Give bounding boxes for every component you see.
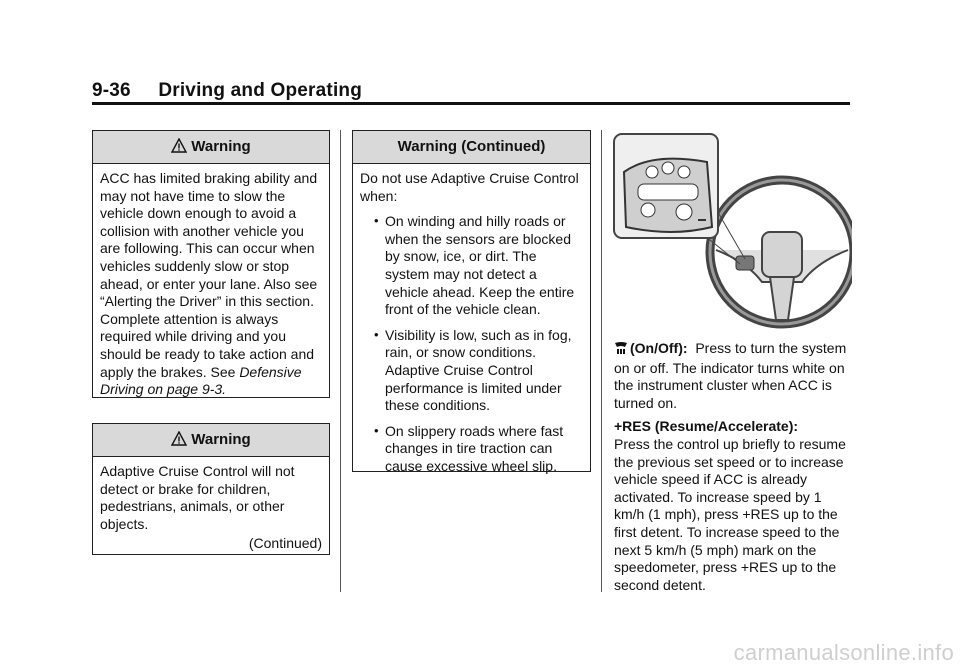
warning-text: Adaptive Cruise Control will not detect or brake for children, pedestrians, animals, or other objects. bbox=[100, 463, 295, 532]
warning-text: ACC has limited braking ability and may not have time to slow the vehicle down enough to avoid a collision with another vehicle you are following. This can occur when vehicles suddenly slow or stop ahead, or enter your lane. Also see “Alerting the Driver” in this section. Complete attention is always required while driving and you should be ready to take action and apply the brakes. See Defensive Driving on page 9-3. bbox=[100, 170, 318, 398]
onoff-label: (On/Off): bbox=[630, 340, 688, 356]
page-header bbox=[92, 80, 362, 102]
res-paragraph bbox=[614, 418, 854, 594]
warning-box-3 bbox=[352, 130, 591, 472]
warning-box-header bbox=[353, 131, 590, 164]
warning-bullet-list bbox=[360, 213, 583, 475]
list-item: • On slippery roads where fast changes in tire traction can cause excessive wheel slip. bbox=[360, 423, 583, 476]
column-divider-2 bbox=[601, 130, 602, 592]
warning-triangle-icon bbox=[171, 427, 187, 459]
cross-reference: Defensive Driving on page 9-3. bbox=[100, 363, 302, 398]
steering-wheel-illustration bbox=[612, 132, 852, 332]
warning-intro: Do not use Adaptive Cruise Control when: bbox=[360, 170, 579, 204]
adaptive-cruise-icon bbox=[614, 341, 628, 360]
warning-triangle-icon bbox=[171, 134, 187, 166]
onoff-paragraph bbox=[614, 340, 854, 412]
list-item: • On winding and hilly roads or when the sensors are blocked by snow, ice, or dirt. The system may not detect a vehicle ahead. Keep the entire front of the vehicle clean. bbox=[360, 213, 583, 319]
onoff-text: Press to turn the system on or off. The indicator turns white on the instrument cluster when ACC is turned on. bbox=[614, 340, 847, 411]
continued-note: (Continued) bbox=[248, 535, 322, 552]
res-label: +RES (Resume/Accelerate): bbox=[614, 418, 799, 435]
section-title: Driving and Operating bbox=[158, 80, 363, 101]
page-number: 9-36 bbox=[92, 80, 131, 101]
watermark: carmanualsonline.info bbox=[733, 640, 954, 665]
header-rule bbox=[92, 102, 850, 105]
warning-box-1 bbox=[92, 130, 330, 398]
list-item: • Visibility is low, such as in fog, rain, or snow conditions. Adaptive Cruise Control performance is limited under these conditions. bbox=[360, 327, 583, 415]
column-divider-1 bbox=[340, 130, 341, 592]
warning-title: Warning bbox=[191, 138, 251, 155]
warning-box-header bbox=[93, 424, 329, 457]
controls-description bbox=[614, 340, 854, 600]
warning-title: Warning bbox=[191, 431, 251, 448]
res-text: Press the control up briefly to resume the previous set speed or to increase vehicle speed if ACC is already activated. To increase speed by 1 km/h (1 mph), press +RES up to the first detent. To increase speed to the next 5 km/h (5 mph) mark on the speedometer, press +RES up to the second detent. bbox=[614, 435, 846, 593]
warning-box-2 bbox=[92, 423, 330, 555]
warning-box-header bbox=[93, 131, 329, 164]
warning-title: Warning (Continued) bbox=[397, 138, 546, 155]
